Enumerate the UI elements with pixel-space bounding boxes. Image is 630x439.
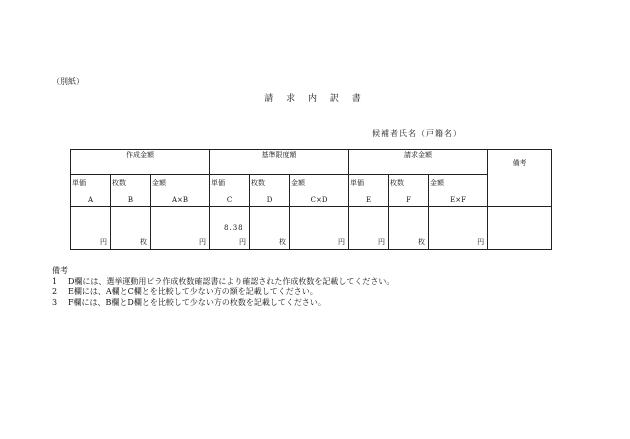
col-f: [389, 175, 429, 207]
note-item: [52, 287, 394, 298]
header-remarks: [488, 150, 552, 207]
header-remarks-label: 備考: [512, 159, 527, 167]
cell-f[interactable]: [389, 207, 429, 250]
header-production-amount: 作成金額: [71, 150, 210, 175]
col-f-letter: F: [406, 196, 411, 204]
col-f-label: 枚数: [390, 179, 405, 187]
note-text: E欄には、A欄とC欄とを比較して少ない方の額を記載してください。: [68, 287, 318, 296]
col-b: [111, 175, 151, 207]
attachment-label: （別紙）: [52, 77, 84, 86]
note-number: 3: [52, 297, 58, 307]
cell-d[interactable]: [250, 207, 290, 250]
col-axb: [151, 175, 210, 207]
value-c: 8.38: [224, 224, 244, 232]
unit-mai: 枚: [279, 238, 287, 246]
page-title: 請 求 内 訳 書: [264, 94, 366, 104]
notes-section: [52, 266, 394, 308]
note-text: F欄には、B欄とD欄とを比較して少ない方の枚数を記載してください。: [68, 297, 326, 307]
col-exf: [429, 175, 488, 207]
cell-axb[interactable]: [151, 207, 210, 250]
cell-b[interactable]: [111, 207, 151, 250]
unit-yen: 円: [199, 238, 207, 246]
col-c-label: 単価: [211, 179, 226, 187]
col-cxd-label: 金額: [291, 179, 306, 187]
col-a-letter: A: [87, 196, 94, 204]
cell-cxd[interactable]: [290, 207, 349, 250]
cell-c[interactable]: [210, 207, 250, 250]
unit-mai: 枚: [418, 238, 426, 246]
col-d: [250, 175, 290, 207]
col-cxd: [290, 175, 349, 207]
col-b-letter: B: [127, 196, 134, 204]
col-e-label: 単価: [350, 179, 365, 187]
unit-yen: 円: [239, 238, 247, 246]
cell-a[interactable]: [71, 207, 111, 250]
candidate-name-label: 候補者氏名（戸籍名）: [372, 129, 462, 138]
note-item: [52, 298, 394, 309]
col-c-letter: C: [226, 196, 233, 204]
unit-yen: 円: [338, 238, 346, 246]
col-a: [71, 175, 111, 207]
unit-yen: 円: [477, 238, 485, 246]
col-axb-label: 金額: [152, 179, 166, 187]
unit-yen: 円: [378, 238, 386, 246]
col-axb-letter: A×B: [171, 196, 189, 204]
col-c: [210, 175, 250, 207]
cell-e[interactable]: [349, 207, 389, 250]
cell-exf[interactable]: [429, 207, 488, 250]
notes-heading: 備考: [52, 266, 68, 275]
col-exf-label: 金額: [430, 179, 445, 187]
col-exf-letter: E×F: [450, 196, 466, 204]
header-standard-limit: 基準限度額: [210, 150, 349, 175]
unit-yen: 円: [100, 238, 107, 246]
col-e-letter: E: [365, 196, 372, 204]
claim-breakdown-table: [70, 149, 552, 250]
col-b-label: 枚数: [112, 179, 126, 187]
col-d-label: 枚数: [251, 179, 266, 187]
unit-mai: 枚: [140, 238, 147, 246]
header-claim-amount: 請求金額: [349, 150, 488, 175]
col-d-letter: D: [266, 196, 273, 204]
note-number: 2: [52, 287, 58, 296]
col-cxd-letter: C×D: [310, 196, 328, 204]
cell-remarks[interactable]: [488, 207, 552, 250]
col-a-label: 単価: [72, 179, 86, 187]
col-e: [349, 175, 389, 207]
note-item: [52, 277, 394, 288]
note-number: 1: [52, 276, 58, 286]
note-text: D欄には、選挙運動用ビラ作成枚数確認書により確認された作成枚数を記載してください。: [68, 276, 395, 286]
